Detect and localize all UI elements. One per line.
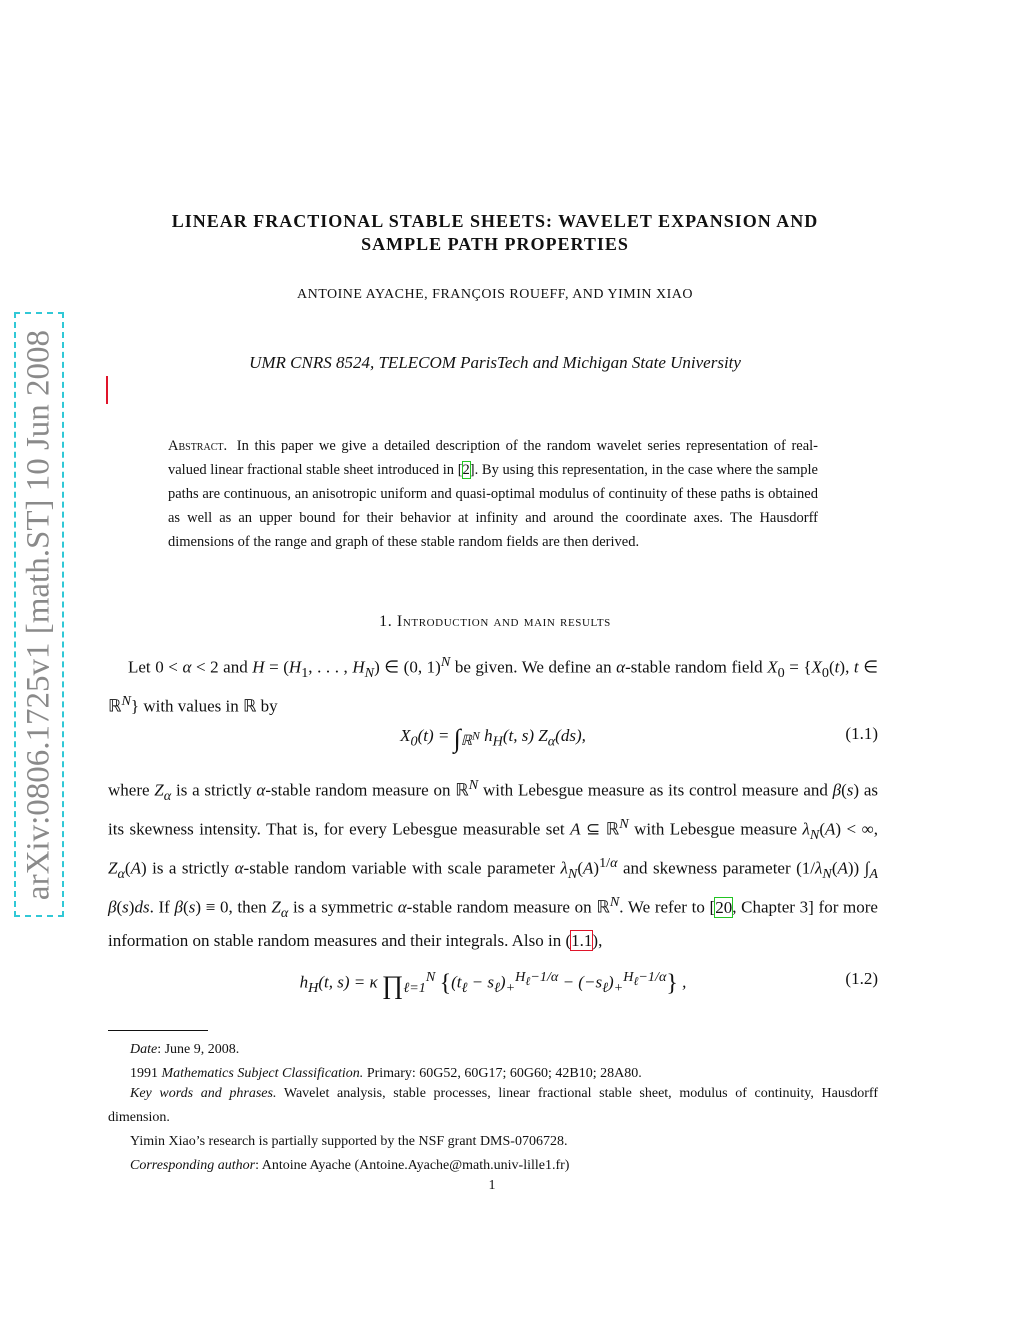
citation-link-ref-20[interactable]: 20 (715, 897, 733, 917)
date-label: Date (130, 1042, 158, 1057)
chapter-reference: , Chapter 3] (732, 897, 814, 917)
section-number: 1. (379, 613, 393, 630)
equation-1-1-body: $X_0(t) = \int_{ℝ^N}$ $h_H(t$, s) $Z_\alpha(ds)$, (400, 724, 586, 753)
equation-1-1 (108, 722, 878, 762)
abstract (168, 434, 818, 554)
section-heading (110, 613, 880, 631)
title-line-1: LINEAR FRACTIONAL STABLE SHEETS: WAVELET EXPANSION AND (171, 211, 819, 231)
msc-text: Primary: 60G52, 60G17; 60G60; 42B10; 28A80. (366, 1066, 642, 1081)
arxiv-stamp-text: arXiv:0806.1725v1 [math.ST] 10 Jun 2008 (20, 329, 57, 900)
equation-1-2 (108, 955, 878, 1005)
abstract-text-2: ]. By using this representation, in the case where the sample paths are continuous, an anisotropic uniform and quasi-optimal modulus of continuity of these paths is obtained as well as an upper bound for their behavior at infinity and around the coordinate axes. The Hausdorff dimensions of the range and graph of these stable random fields are then derived. (168, 462, 818, 550)
authors: ANTOINE AYACHE, FRANÇOIS ROUEFF, AND YIMIN XIAO (296, 287, 693, 302)
title-line-2: SAMPLE PATH PROPERTIES (361, 234, 629, 254)
affiliation: UMR CNRS 8524, TELECOM ParisTech and Michigan State University (249, 353, 741, 372)
equation-reference-link[interactable]: 1.1 (571, 931, 593, 951)
keywords-label: Key words and phrases. (130, 1086, 277, 1101)
msc-label: Mathematics Subject Classification. (161, 1066, 364, 1081)
footnote-corresponding (108, 1154, 878, 1178)
citation-link[interactable]: 2 (462, 462, 470, 478)
footnote-keywords (108, 1082, 878, 1130)
corresponding-label: Corresponding author (130, 1158, 256, 1173)
equation-1-2-body: $h_H(t$, s) = κ $\prod_{\ell=1}^N$ $\{(t_\ell - s_\ell)_+^{H_\ell-1/\alpha} - (-s_\ell)_+^{H_\ell-1/\alpha}\}$ , (299, 969, 687, 1000)
paper-title (110, 210, 880, 256)
arxiv-stamp (14, 312, 64, 917)
section-title: Introduction and main results (396, 613, 611, 630)
date-text: : June 9, 2008. (157, 1042, 240, 1057)
equation-1-1-number: (1.1) (845, 724, 878, 743)
paragraph-intro: Let 0 < α < 2 and $H = (H_1$, . . . , $H_N$) ∈ (0, 1)$^N$ be given. We define an α-stable random field $X_0 = \{X_0(t)$, t ∈ ℝ$^N$} with values in ℝ by (108, 654, 878, 716)
footnote-date (108, 1038, 878, 1062)
corresponding-text: : Antoine Ayache (Antoine.Ayache@math.univ-lille1.fr) (255, 1158, 570, 1173)
keywords-text: Wavelet analysis, stable processes, linear fractional stable sheet, modulus of continuity, Hausdorff dimension. (108, 1086, 878, 1125)
msc-year: 1991 (130, 1066, 158, 1081)
equation-1-2-number: (1.2) (845, 969, 878, 988)
paragraph-definitions: where $Z_\alpha$ is a strictly α-stable random measure on ℝ$^N$ with Lebesgue measure as its control measure and β(s) as its skewness intensity. That is, for every Lebesgue measurable set A ⊆ ℝ$^N$ with Lebesgue measure $\lambda_N(A)$ < ∞, $Z_\alpha(A)$ is a strictly α-stable random variable with scale parameter $\lambda_N(A)^{1/\alpha}$ and skewness parameter $(1/\lambda_N(A))$ $\int_A$ β(s)ds. If β(s) ≡ 0, then $Z_\alpha$ is a symmetric α-stable random measure on ℝ$^N$. We refer to [20, Chapter 3] for more information on stable random measures and their integrals. Also in (1.1), (108, 777, 878, 951)
footnote-grant: Yimin Xiao’s research is partially supported by the NSF grant DMS-0706728. (130, 1134, 568, 1149)
page-number: 1 (488, 1178, 496, 1193)
abstract-text-1: In this paper we give a detailed description of the random wavelet series representation of real-valued linear fractional stable sheet introduced in [ (168, 438, 819, 478)
abstract-label: Abstract. (168, 438, 228, 454)
footnote-rule (108, 1030, 208, 1031)
red-change-bar (106, 376, 108, 404)
